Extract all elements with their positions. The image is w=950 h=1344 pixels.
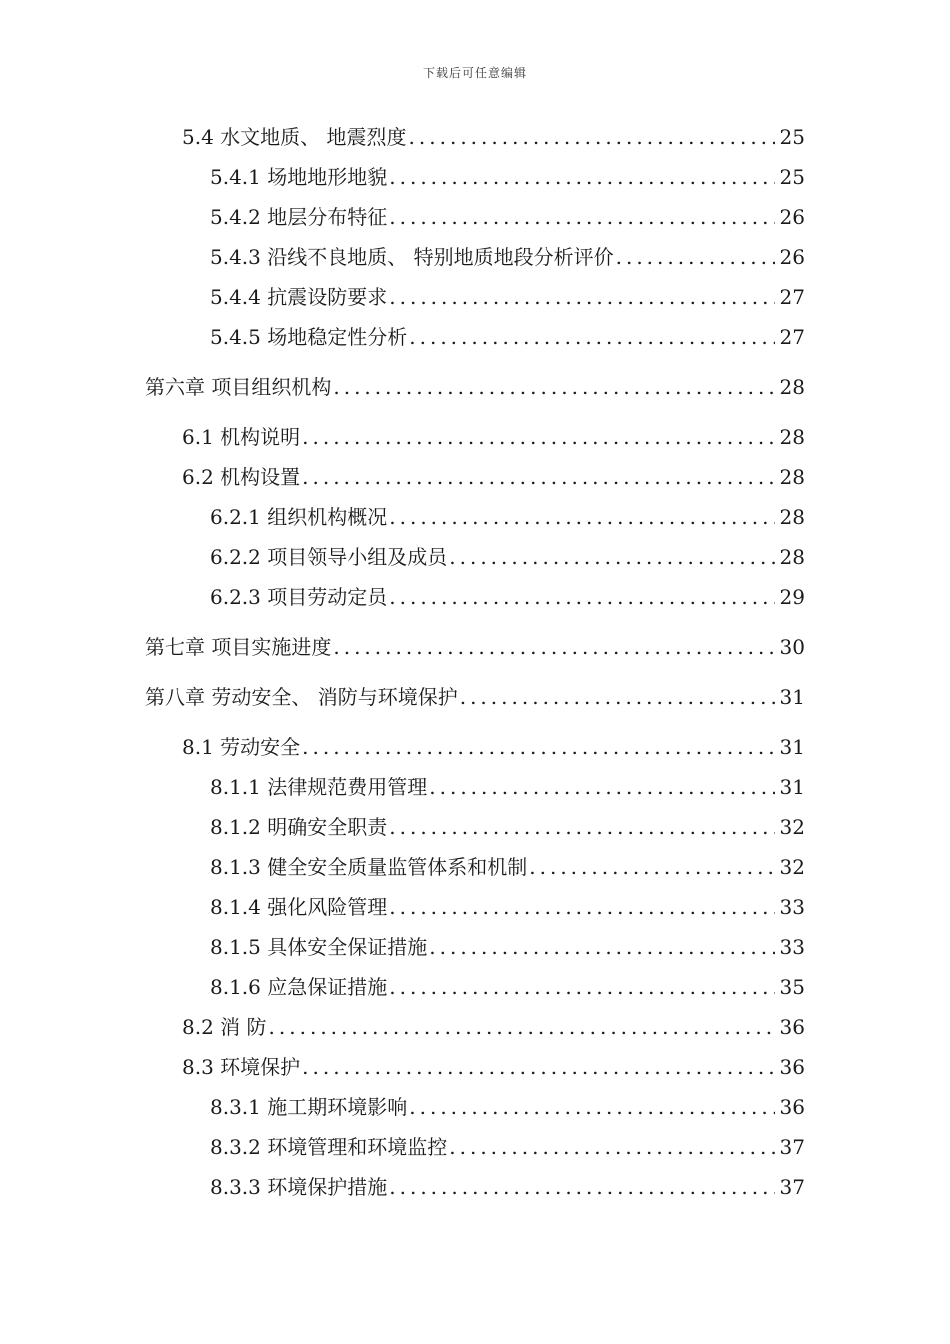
toc-entry-title: 8.2 消 防	[182, 1015, 267, 1039]
toc-entry-title: 8.1.2 明确安全职责	[210, 815, 388, 839]
toc-leader-dots	[449, 542, 775, 572]
toc-leader-dots	[302, 422, 775, 452]
toc-entry-page-number: 37	[779, 1135, 805, 1159]
toc-entry[interactable]	[210, 542, 805, 572]
toc-entry-title: 8.3.1 施工期环境影响	[210, 1095, 408, 1119]
toc-leader-dots	[429, 772, 775, 802]
toc-leader-dots	[616, 242, 775, 272]
toc-entry-title: 6.2.1 组织机构概况	[210, 505, 388, 529]
toc-entry-title: 8.3.3 环境保护措施	[210, 1175, 388, 1199]
toc-entry-title: 8.3.2 环境管理和环境监控	[210, 1135, 448, 1159]
toc-entry-page-number: 36	[779, 1095, 805, 1119]
toc-entry[interactable]	[145, 682, 805, 712]
toc-leader-dots	[389, 202, 775, 232]
toc-entry-page-number: 25	[779, 125, 805, 149]
toc-entry-page-number: 31	[779, 775, 805, 799]
toc-entry-page-number: 33	[779, 935, 805, 959]
toc-entry[interactable]	[210, 1172, 805, 1202]
toc-leader-dots	[302, 462, 775, 492]
toc-entry-page-number: 27	[779, 325, 805, 349]
toc-entry-title: 第六章 项目组织机构	[145, 375, 332, 399]
toc-leader-dots	[302, 1052, 775, 1082]
toc-entry[interactable]	[145, 372, 805, 402]
toc-entry-page-number: 35	[779, 975, 805, 999]
toc-entry-title: 8.1.3 健全安全质量监管体系和机制	[210, 855, 528, 879]
toc-leader-dots	[389, 282, 775, 312]
toc-entry-title: 5.4.1 场地地形地貌	[210, 165, 388, 189]
toc-entry-title: 5.4.2 地层分布特征	[210, 205, 388, 229]
page-header: 下载后可任意编辑	[422, 66, 527, 80]
toc-entry-title: 5.4.5 场地稳定性分析	[210, 325, 408, 349]
toc-entry-page-number: 30	[779, 635, 805, 659]
toc-entry[interactable]	[210, 1132, 805, 1162]
toc-entry[interactable]	[182, 422, 805, 452]
toc-entry-page-number: 28	[779, 545, 805, 569]
toc-leader-dots	[449, 1132, 775, 1162]
toc-entry-page-number: 36	[779, 1055, 805, 1079]
toc-entry[interactable]	[210, 972, 805, 1002]
toc-entry[interactable]	[210, 892, 805, 922]
toc-leader-dots	[389, 1172, 775, 1202]
toc-entry-title: 第八章 劳动安全、 消防与环境保护	[145, 685, 458, 709]
toc-entry-title: 8.1.1 法律规范费用管理	[210, 775, 428, 799]
toc-entry-page-number: 26	[779, 245, 805, 269]
toc-entry[interactable]	[210, 812, 805, 842]
toc-entry-page-number: 25	[779, 165, 805, 189]
toc-entry[interactable]	[210, 502, 805, 532]
toc-leader-dots	[389, 812, 775, 842]
toc-entry[interactable]	[210, 282, 805, 312]
toc-leader-dots	[389, 582, 775, 612]
toc-entry[interactable]	[210, 162, 805, 192]
toc-leader-dots	[333, 372, 775, 402]
toc-entry-page-number: 33	[779, 895, 805, 919]
toc-entry-page-number: 37	[779, 1175, 805, 1199]
toc-entry-title: 5.4 水文地质、 地震烈度	[182, 125, 407, 149]
toc-entry-title: 6.1 机构说明	[182, 425, 301, 449]
toc-leader-dots	[409, 1092, 775, 1122]
toc-entry-title: 8.3 环境保护	[182, 1055, 301, 1079]
toc-entry[interactable]	[182, 1052, 805, 1082]
toc-entry-page-number: 26	[779, 205, 805, 229]
toc-leader-dots	[389, 502, 775, 532]
toc-entry[interactable]	[210, 242, 805, 272]
toc-entry-title: 8.1.6 应急保证措施	[210, 975, 388, 999]
toc-entry-page-number: 32	[779, 855, 805, 879]
toc-entry[interactable]	[182, 1012, 805, 1042]
toc-leader-dots	[429, 932, 775, 962]
toc-entry[interactable]	[182, 122, 805, 152]
toc-entry-title: 6.2.3 项目劳动定员	[210, 585, 388, 609]
toc-entry[interactable]	[182, 462, 805, 492]
toc-entry-page-number: 28	[779, 465, 805, 489]
toc-leader-dots	[460, 682, 775, 712]
toc-leader-dots	[409, 122, 775, 152]
toc-entry[interactable]	[210, 932, 805, 962]
toc-entry-page-number: 32	[779, 815, 805, 839]
toc-entry[interactable]	[182, 732, 805, 762]
toc-entry-title: 6.2 机构设置	[182, 465, 301, 489]
toc-entry-page-number: 31	[779, 685, 805, 709]
toc-entry-page-number: 29	[779, 585, 805, 609]
toc-leader-dots	[409, 322, 775, 352]
toc-leader-dots	[333, 632, 775, 662]
toc-entry[interactable]	[145, 632, 805, 662]
toc-leader-dots	[302, 732, 775, 762]
toc-entry-title: 6.2.2 项目领导小组及成员	[210, 545, 448, 569]
toc-leader-dots	[389, 972, 775, 1002]
toc-entry[interactable]	[210, 582, 805, 612]
toc-leader-dots	[529, 852, 775, 882]
toc-entry-title: 8.1 劳动安全	[182, 735, 301, 759]
toc-entry-title: 5.4.4 抗震设防要求	[210, 285, 388, 309]
toc-entry-title: 第七章 项目实施进度	[145, 635, 332, 659]
toc-entry[interactable]	[210, 202, 805, 232]
toc-entry-page-number: 28	[779, 425, 805, 449]
toc-entry-page-number: 28	[779, 505, 805, 529]
toc-leader-dots	[389, 892, 775, 922]
toc-entry-title: 8.1.4 强化风险管理	[210, 895, 388, 919]
toc-entry-page-number: 31	[779, 735, 805, 759]
toc-entry-title: 5.4.3 沿线不良地质、 特别地质地段分析评价	[210, 245, 614, 269]
toc-leader-dots	[389, 162, 775, 192]
toc-entry[interactable]	[210, 1092, 805, 1122]
toc-entry-title: 8.1.5 具体安全保证措施	[210, 935, 428, 959]
toc-entry[interactable]	[210, 852, 805, 882]
toc-entry-page-number: 36	[779, 1015, 805, 1039]
toc-entry-page-number: 28	[779, 375, 805, 399]
toc-entry[interactable]	[210, 772, 805, 802]
toc-leader-dots	[269, 1012, 775, 1042]
toc-entry-page-number: 27	[779, 285, 805, 309]
toc-entry[interactable]	[210, 322, 805, 352]
